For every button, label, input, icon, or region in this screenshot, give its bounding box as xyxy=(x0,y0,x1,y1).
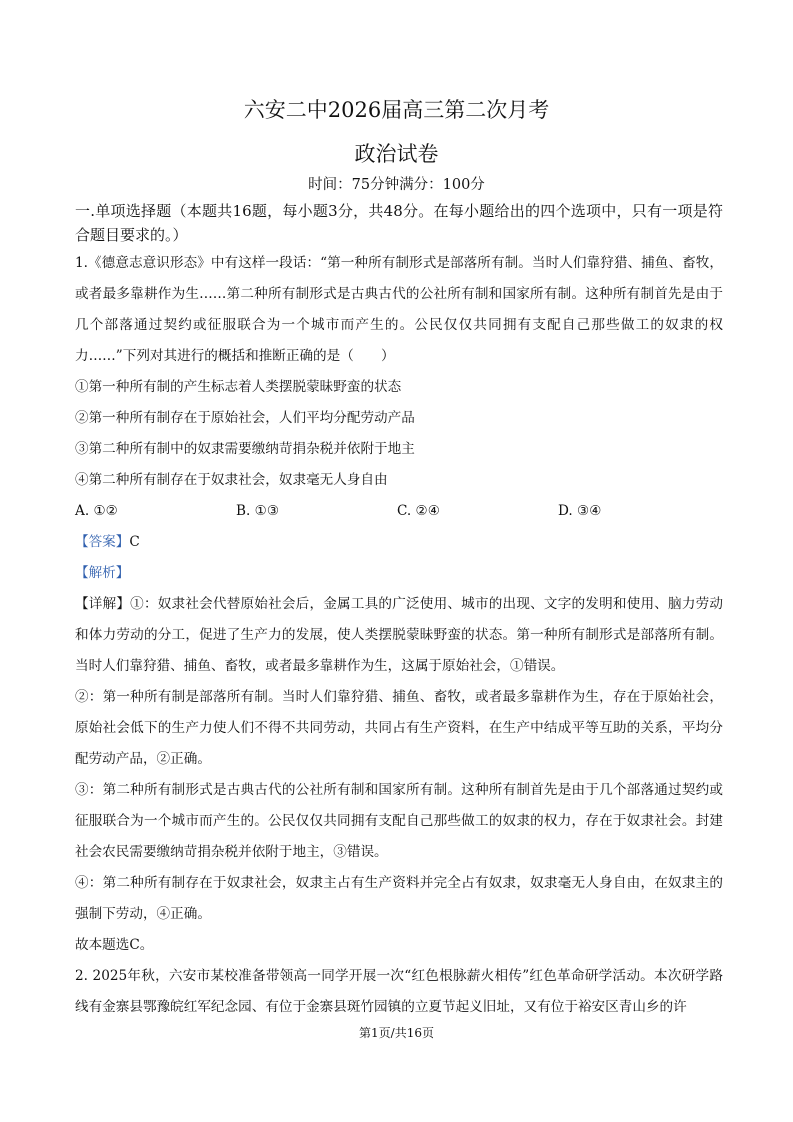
q1-detail-4: ④：第二种所有制存在于奴隶社会，奴隶主占有生产资料并完全占有奴隶，奴隶毫无人身自由，在奴隶主的强制下劳动，④正确。 xyxy=(75,875,723,922)
q1-analysis xyxy=(75,558,723,589)
question-body xyxy=(75,248,723,1023)
q1-statement-1: ①第一种所有制的产生标志着人类摆脱蒙昧野蛮的状态 xyxy=(75,379,402,395)
q1-statement-3: ③第二种所有制中的奴隶需要缴纳苛捐杂税并依附于地主 xyxy=(75,441,415,457)
q1-stem: 1.《德意志意识形态》中有这样一段话：“第一种所有制形式是部落所有制。当时人们靠狩猎、捕鱼、畜牧，或者最多靠耕作为生……第二种所有制形式是古典古代的公社所有制和国家所有制。这种所有制首先是由于几个部落通过契约或征服联合为一个城市而产生的。公民仅仅共同拥有支配自己那些做工的奴隶的权力……”下列对其进行的概括和推断正确的是（ ） xyxy=(75,255,723,364)
q1-detail-1 xyxy=(75,589,723,682)
q1-answer xyxy=(75,527,723,558)
exam-time-score: 时间：75分钟满分：100分 xyxy=(308,177,485,193)
q1-options xyxy=(75,496,723,527)
q1-option-d: D. ③④ xyxy=(558,503,602,519)
section-heading: 一.单项选择题（本题共16题，每小题3分，共48分。在每小题给出的四个选项中，只有一项是符合题目要求的。） xyxy=(75,202,723,244)
q1-option-c: C. ②④ xyxy=(397,503,440,519)
answer-label: 【答案】 xyxy=(75,534,130,550)
q1-option-a: A. ①② xyxy=(75,503,118,519)
q1-detail-2: ②：第一种所有制是部落所有制。当时人们靠狩猎、捕鱼、畜牧，或者最多靠耕作为生，存在于原始社会，原始社会低下的生产力使人们不得不共同劳动，共同占有生产资料，在生产中结成平等互助的关系，平均分配劳动产品，②正确。 xyxy=(75,689,723,767)
answer-value: C xyxy=(129,534,140,550)
q1-detail-3: ③：第二种所有制形式是古典古代的公社所有制和国家所有制。这种所有制首先是由于几个部落通过契约或征服联合为一个城市而产生的。公民仅仅共同拥有支配自己那些做工的奴隶的权力，存在于奴隶社会。封建社会农民需要缴纳苛捐杂税并依附于地主，③错误。 xyxy=(75,782,723,860)
detail-label: 【详解】 xyxy=(75,596,131,612)
exam-subtitle: 政治试卷 xyxy=(354,142,439,166)
q1-option-b: B. ①③ xyxy=(236,503,280,519)
exam-title: 六安二中2026届高三第二次月考 xyxy=(243,98,550,122)
page-footer: 第1页/共16页 xyxy=(359,1026,434,1040)
detail-text-1: ①：奴隶社会代替原始社会后，金属工具的广泛使用、城市的出现、文字的发明和使用、脑力劳动和体力劳动的分工，促进了生产力的发展，使人类摆脱蒙昧野蛮的状态。第一种所有制形式是部落所有制。当时人们靠狩猎、捕鱼、畜牧，或者最多靠耕作为生，这属于原始社会，①错误。 xyxy=(75,596,724,674)
q1-statement-4: ④第二种所有制存在于奴隶社会，奴隶毫无人身自由 xyxy=(75,472,388,488)
q2-stem: 2. 2025年秋，六安市某校准备带领高一同学开展一次“红色根脉薪火相传”红色革命研学活动。本次研学路线有金寨县鄂豫皖红军纪念园、有位于金寨县斑竹园镇的立夏节起义旧址，又有位于裕安区青山乡的许 xyxy=(75,968,723,1015)
analysis-label: 【解析】 xyxy=(75,565,130,581)
q1-statement-2: ②第一种所有制存在于原始社会，人们平均分配劳动产品 xyxy=(75,410,415,426)
q1-conclusion: 故本题选C。 xyxy=(75,937,154,953)
